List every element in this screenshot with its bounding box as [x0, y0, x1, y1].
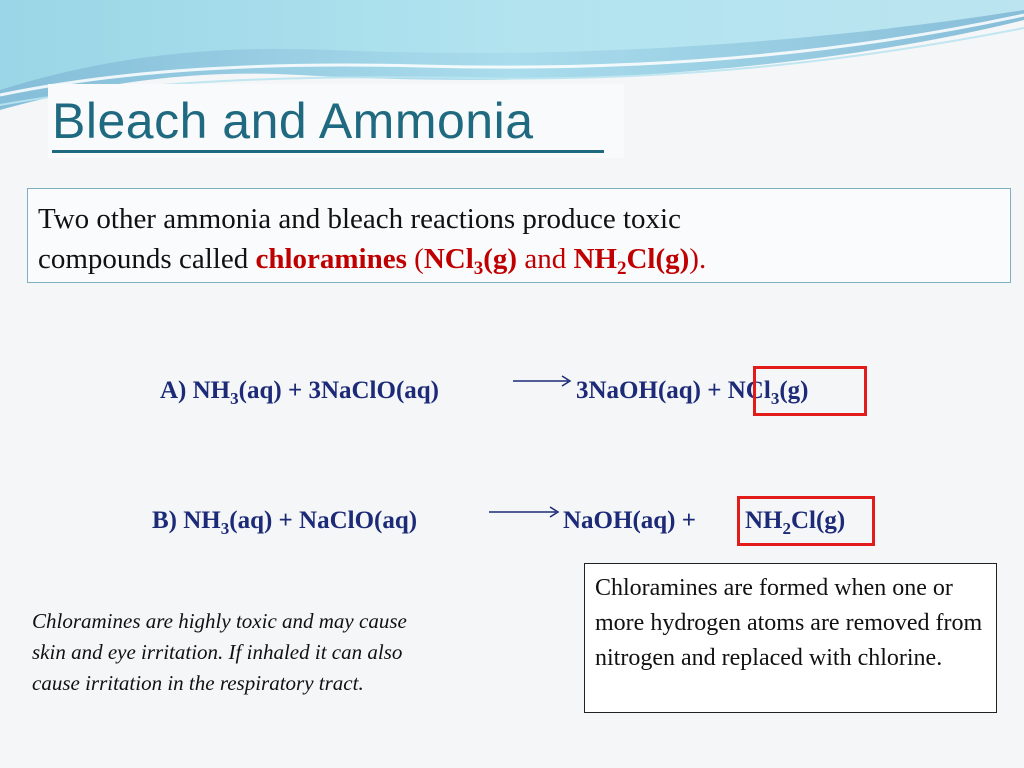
toxicity-note: Chloramines are highly toxic and may cause skin and eye irritation. If inhaled it can also cause irritation in the respiratory tract. — [32, 609, 407, 695]
reaction-a-products: 3NaOH(aq) + NCl$_3$(g) — [576, 377, 809, 408]
intro-text-box — [27, 188, 1011, 283]
title-underline — [52, 150, 604, 153]
reaction-arrow-icon — [488, 505, 560, 519]
and-text: and — [517, 243, 574, 275]
reaction-a-highlight: NCl$_3$(g) — [727, 377, 809, 408]
reaction-b-highlight-box — [737, 496, 875, 546]
paren-open: ( — [406, 243, 424, 275]
paren-close: ). — [689, 243, 707, 275]
reaction-arrow-icon — [512, 374, 572, 388]
reaction-b-reactants: B) $NH_3(aq)$ + NaClO(aq) — [152, 507, 418, 538]
reaction-b-highlight: $NH_2Cl(g)$ — [745, 507, 846, 538]
nh2cl-formula: $NH_2Cl(g)$ — [573, 243, 690, 279]
definition-box: Chloramines are formed when one or more hydrogen atoms are removed from nitrogen and replaced with chlorine. — [584, 563, 997, 713]
intro-text: compounds called — [38, 243, 256, 275]
reaction-a-highlight-box — [753, 366, 867, 416]
intro-line-1: Two other ammonia and bleach reactions produce toxic — [38, 203, 681, 235]
chloramines-term: chloramines — [255, 243, 407, 275]
reaction-a-reactants: A) $NH_3(aq)$ + 3NaClO(aq) — [160, 377, 439, 408]
reaction-b-products: NaOH(aq) + — [563, 507, 696, 534]
page-title: Bleach and Ammonia — [52, 93, 534, 149]
intro-line-2 — [38, 239, 1000, 279]
ncl3-formula: NCl$_3$(g) — [423, 243, 518, 279]
